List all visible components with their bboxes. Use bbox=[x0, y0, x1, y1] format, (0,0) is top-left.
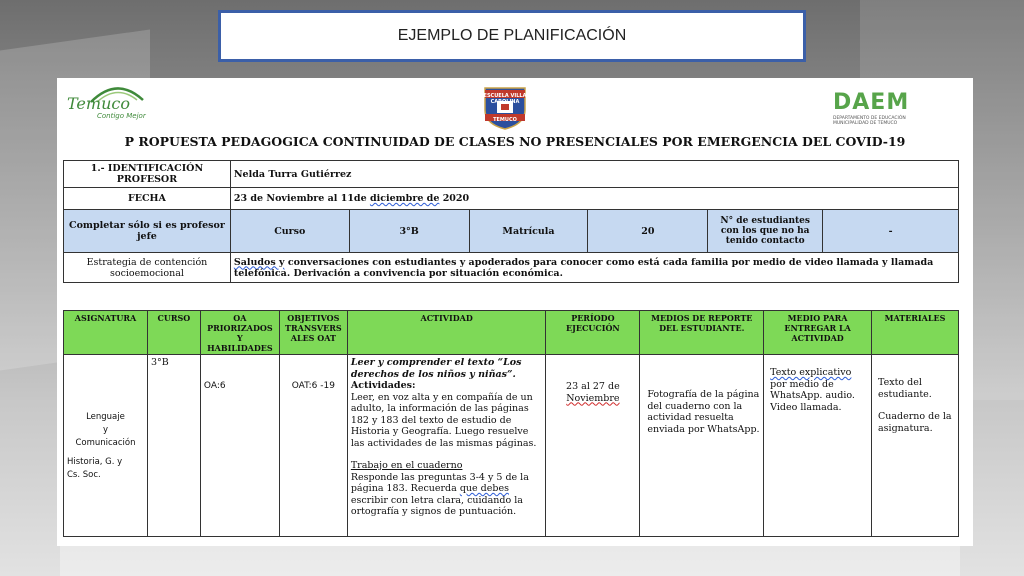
date-value-underlined: diciembre de bbox=[369, 193, 440, 204]
oat-cell: OAT:6 -19 bbox=[279, 355, 347, 537]
subject-line-2: y bbox=[102, 424, 108, 435]
date-row bbox=[64, 188, 959, 210]
delivery-cell bbox=[764, 355, 872, 537]
head-teacher-label: Completar sólo si es profesor jefe bbox=[64, 210, 231, 253]
activity-cell bbox=[347, 355, 546, 537]
subject-line-1: Lenguaje bbox=[86, 411, 125, 422]
subject-cell bbox=[64, 355, 148, 537]
school-crest-icon bbox=[477, 84, 533, 130]
head-teacher-row bbox=[64, 210, 959, 253]
enrollment-label: Matrícula bbox=[469, 210, 588, 253]
school-crest-bottom-text: TEMUCO bbox=[493, 117, 517, 123]
oa-cell: OA:6 bbox=[200, 355, 279, 537]
materials-line-2: Cuaderno de la asignatura. bbox=[878, 411, 952, 434]
header-medio-entrega: MEDIO PARA ENTREGAR LA ACTIVIDAD bbox=[764, 311, 872, 355]
teacher-row bbox=[64, 161, 959, 188]
activity-work-underlined: que debes bbox=[459, 483, 509, 494]
header-curso: CURSO bbox=[147, 311, 200, 355]
activity-subtitle: Actividades: bbox=[350, 380, 416, 391]
planning-header-row bbox=[64, 311, 959, 355]
delivery-rest: por medio de WhatsApp. audio. Video llamada. bbox=[770, 378, 855, 413]
header-periodo: PERÍODO EJECUCIÓN bbox=[546, 311, 640, 355]
materials-cell bbox=[872, 355, 959, 537]
date-label: FECHA bbox=[64, 188, 231, 210]
strategy-value-rest: conversaciones con estudiantes y apoderados para conocer como está cada familia por medio de video llamada y llamada telefónica. Derivación a convivencia por situación económica. bbox=[233, 256, 934, 279]
header-asignatura: ASIGNATURA bbox=[64, 311, 148, 355]
temuco-logo-tagline: Contigo Mejor bbox=[97, 112, 146, 120]
daem-logo-subtext: DEPARTAMENTO DE EDUCACIÓN MUNICIPALIDAD DE TEMUCO bbox=[833, 116, 906, 126]
no-contact-value: - bbox=[823, 210, 959, 253]
date-value-start: 23 de Noviembre al 11de bbox=[233, 193, 367, 204]
report-cell: Fotografía de la página del cuaderno con la actividad resuelta enviada por WhatsApp. bbox=[640, 355, 764, 537]
header-oa: OA PRIORIZADOS Y HABILIDADES bbox=[200, 311, 279, 355]
daem-logo-text: DAEM bbox=[833, 90, 910, 115]
period-start: 23 al 27 de bbox=[566, 381, 620, 392]
header-actividad: ACTIVIDAD bbox=[347, 311, 546, 355]
temuco-logo-text: Temuco bbox=[67, 94, 130, 113]
teacher-value: Nelda Turra Gutiérrez bbox=[230, 161, 958, 188]
activity-body: Leer, en voz alta y en compañía de un adulto, la información de las páginas 182 y 183 del texto de estudio de Historia y Geografía. Luego resuelve las actividades de las mismas páginas. bbox=[350, 391, 537, 449]
subject-line-3: Comunicación bbox=[75, 437, 136, 448]
subject-line-4: Historia, G. y bbox=[67, 456, 123, 467]
course-cell: 3°B bbox=[147, 355, 200, 537]
no-contact-label: N° de estudiantes con los que no ha tenido contacto bbox=[708, 210, 823, 253]
header-medios-reporte: MEDIOS DE REPORTE DEL ESTUDIANTE. bbox=[640, 311, 764, 355]
header-oat: OBJETIVOS TRANSVERS ALES OAT bbox=[279, 311, 347, 355]
planning-row bbox=[64, 355, 959, 537]
activity-title: Leer y comprender el texto “Los derechos de los niños y niñas”. bbox=[350, 357, 522, 380]
period-cell bbox=[546, 355, 640, 537]
course-label: Curso bbox=[230, 210, 349, 253]
activity-work-pre: Responde las preguntas 3-4 y 5 de la página 183. Recuerda bbox=[350, 471, 529, 494]
planning-table bbox=[63, 310, 959, 537]
slide-title: EJEMPLO DE PLANIFICACIÓN bbox=[218, 10, 806, 62]
activity-work-post: escribir con letra clara, cuidando la ortografía y signos de puntuación. bbox=[350, 494, 523, 517]
period-month: Noviembre bbox=[566, 392, 620, 404]
temuco-logo bbox=[67, 82, 207, 122]
subject-line-5: Cs. Soc. bbox=[67, 469, 101, 480]
activity-work-title: Trabajo en el cuaderno bbox=[350, 460, 463, 471]
activity-work-text bbox=[351, 472, 543, 518]
teacher-label: 1.- IDENTIFICACIÓN PROFESOR bbox=[64, 161, 231, 188]
strategy-value bbox=[230, 253, 958, 283]
strategy-row bbox=[64, 253, 959, 283]
delivery-underlined: Texto explicativo bbox=[770, 367, 852, 378]
course-value: 3°B bbox=[349, 210, 469, 253]
identification-table bbox=[63, 160, 959, 283]
date-value-end: 2020 bbox=[442, 193, 470, 204]
materials-line-1: Texto del estudiante. bbox=[878, 377, 932, 400]
planning-document bbox=[57, 78, 973, 546]
header-materiales: MATERIALES bbox=[872, 311, 959, 355]
school-crest bbox=[477, 84, 533, 130]
strategy-label: Estrategia de contención socioemocional bbox=[64, 253, 231, 283]
strategy-value-underlined: Saludos y bbox=[233, 256, 285, 268]
daem-logo bbox=[833, 90, 963, 126]
school-crest-top-text: ESCUELA VILLA CAROLINA bbox=[483, 93, 527, 105]
enrollment-value: 20 bbox=[588, 210, 708, 253]
document-title: P ROPUESTA PEDAGOGICA CONTINUIDAD DE CLASES NO PRESENCIALES POR EMERGENCIA DEL COVID-19 bbox=[124, 134, 906, 149]
date-value bbox=[230, 188, 958, 210]
